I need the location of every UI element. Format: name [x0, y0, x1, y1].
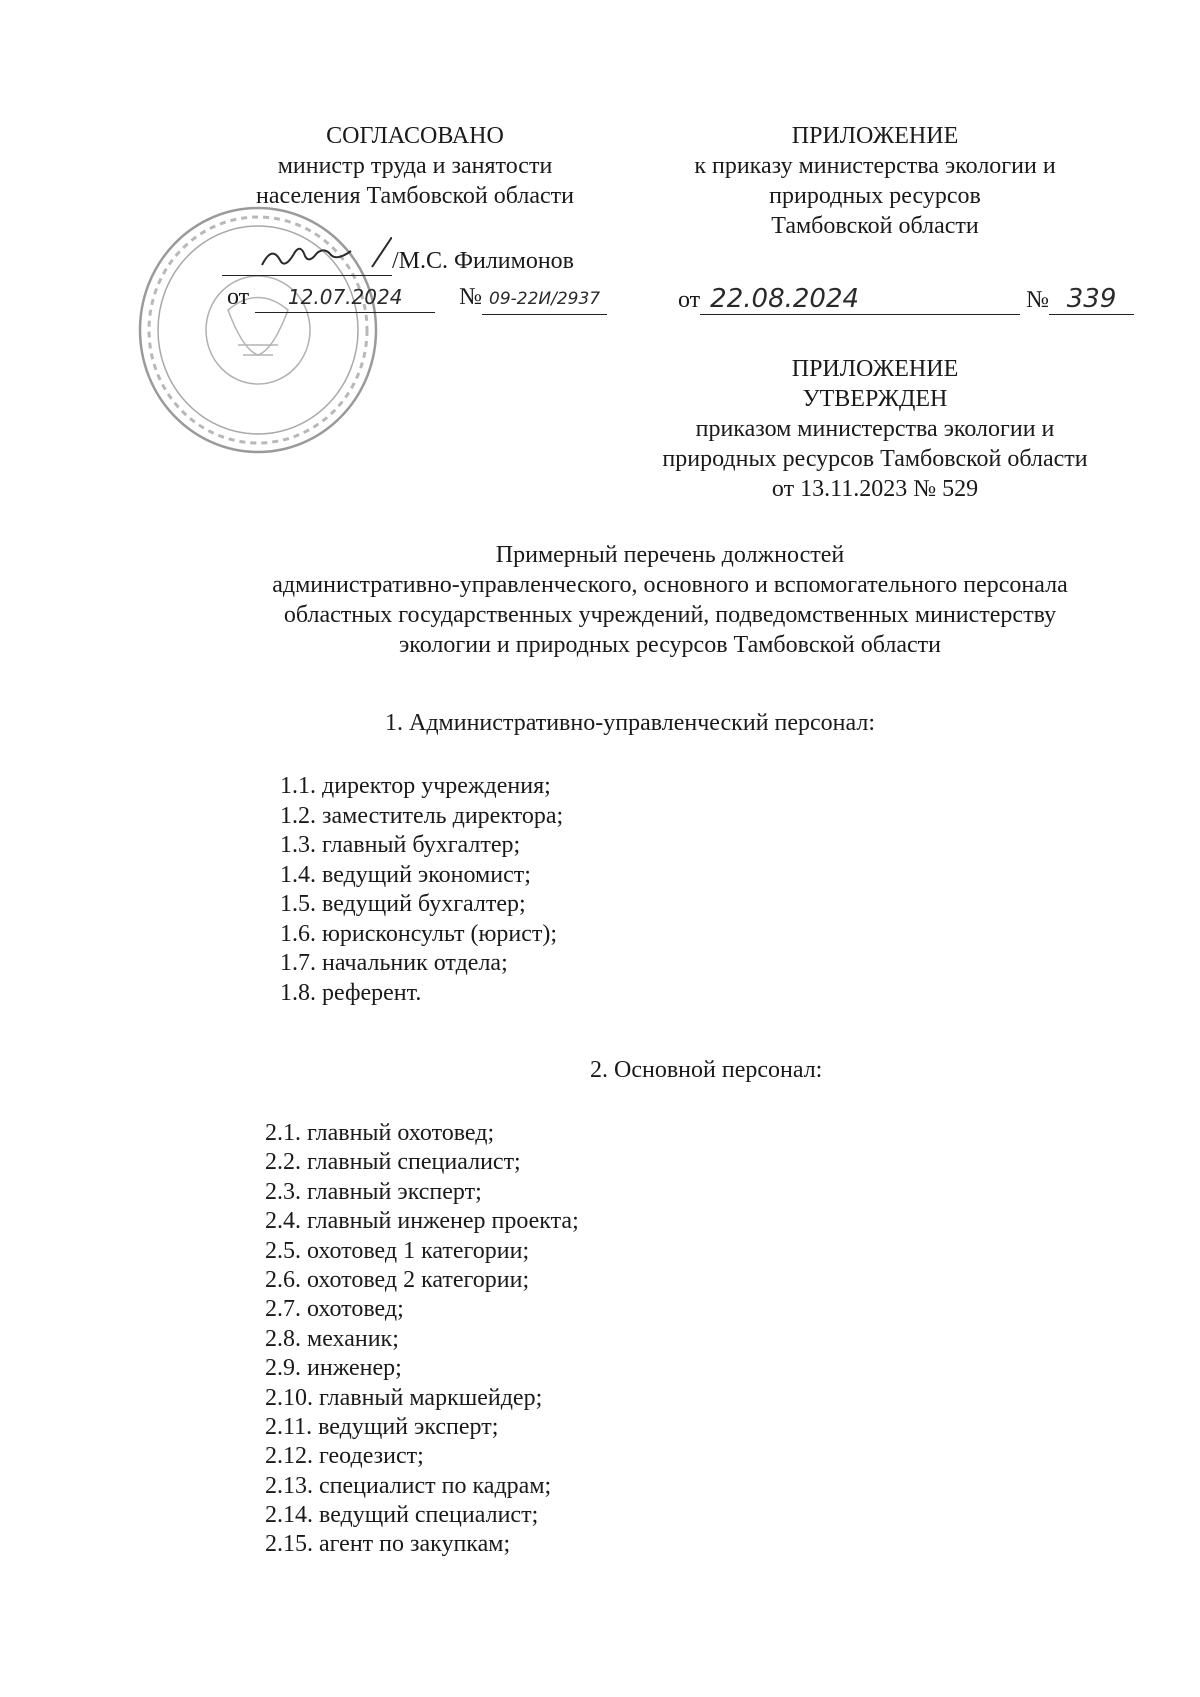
approved-line2: природных ресурсов Тамбовской области [662, 446, 1088, 472]
title-line1: Примерный перечень должностей [495, 542, 845, 568]
list-item: 2.12. геодезист; [265, 1443, 424, 1470]
title-line4: экологии и природных ресурсов Тамбовской области [399, 632, 941, 658]
appendix-num-value: 339 [1049, 284, 1134, 315]
appendix-heading: ПРИЛОЖЕНИЕ [791, 123, 959, 149]
list-item: 2.9. инженер; [265, 1355, 402, 1382]
list-item: 2.4. главный инженер проекта; [265, 1208, 579, 1235]
agreed-block [205, 121, 625, 211]
list-item: 2.1. главный охотовед; [265, 1120, 495, 1146]
appendix-line3: Тамбовской области [771, 213, 979, 239]
appendix-line1: к приказу министерства экологии и [694, 153, 1056, 179]
list-item: 1.8. референт. [280, 979, 422, 1006]
list-item: 2.10. главный маркшейдер; [265, 1384, 543, 1411]
list-item: 1.1. директор учреждения; [280, 773, 551, 799]
approved-heading2: УТВЕРЖДЕН [802, 386, 948, 412]
title-line3: областных государственных учреждений, подведомственных министерству [283, 602, 1057, 628]
agreed-date-line [227, 282, 607, 315]
agreed-line1: министр труда и занятости [277, 153, 553, 179]
list-item: 1.2. заместитель директора; [280, 802, 564, 829]
list-item: 2.15. агент по закупкам; [265, 1531, 511, 1558]
approved-line1: приказом министерства экологии и [695, 416, 1055, 442]
agreed-heading: СОГЛАСОВАНО [326, 123, 504, 149]
list-item: 2.5. охотовед 1 категории; [265, 1237, 530, 1264]
list-item: 2.11. ведущий эксперт; [265, 1413, 499, 1440]
list-item: 1.5. ведущий бухгалтер; [280, 891, 526, 917]
appendix-date-value: 22.08.2024 [700, 284, 1020, 315]
agreed-date-value: 12.07.2024 [255, 282, 435, 313]
agreed-signer: /М.С. Филимонов [392, 248, 575, 274]
list-item: 2.8. механик; [265, 1325, 399, 1352]
list-item: 1.6. юрисконсульт (юрист); [280, 920, 558, 947]
agreed-num-prefix: № [459, 284, 483, 310]
document-title [160, 540, 1180, 660]
list-item: 1.4. ведущий экономист; [280, 861, 531, 888]
list-item: 2.3. главный эксперт; [265, 1178, 482, 1205]
section2-heading: 2. Основной персонал: [590, 1057, 823, 1083]
list-item: 2.2. главный специалист; [265, 1149, 521, 1176]
approved-line3: от 13.11.2023 № 529 [771, 476, 979, 502]
approved-block [610, 354, 1140, 504]
approved-heading1: ПРИЛОЖЕНИЕ [791, 356, 959, 382]
list-item: 2.6. охотовед 2 категории; [265, 1266, 530, 1293]
signature-line [222, 246, 622, 276]
section2-list [265, 1119, 579, 1560]
section1-list [280, 772, 563, 1008]
handwritten-signature-icon [222, 247, 392, 276]
list-item: 2.14. ведущий специалист; [265, 1502, 539, 1529]
appendix-date-prefix: от [678, 287, 701, 313]
title-line2: административно-управленческого, основного и вспомогательного персонала [272, 572, 1068, 598]
list-item: 1.7. начальник отдела; [280, 950, 508, 976]
agreed-date-prefix: от [227, 284, 250, 310]
list-item: 2.7. охотовед; [265, 1296, 404, 1323]
appendix-block [625, 121, 1125, 241]
appendix-date-line [678, 284, 1134, 315]
agreed-line2: населения Тамбовской области [256, 183, 574, 209]
appendix-num-prefix: № [1026, 287, 1050, 313]
agreed-num-value: 09-22И/2937 [482, 284, 607, 315]
section1-heading: 1. Административно-управленческий персонал: [385, 710, 876, 736]
appendix-line2: природных ресурсов [769, 183, 981, 209]
list-item: 1.3. главный бухгалтер; [280, 832, 521, 858]
list-item: 2.13. специалист по кадрам; [265, 1472, 552, 1499]
